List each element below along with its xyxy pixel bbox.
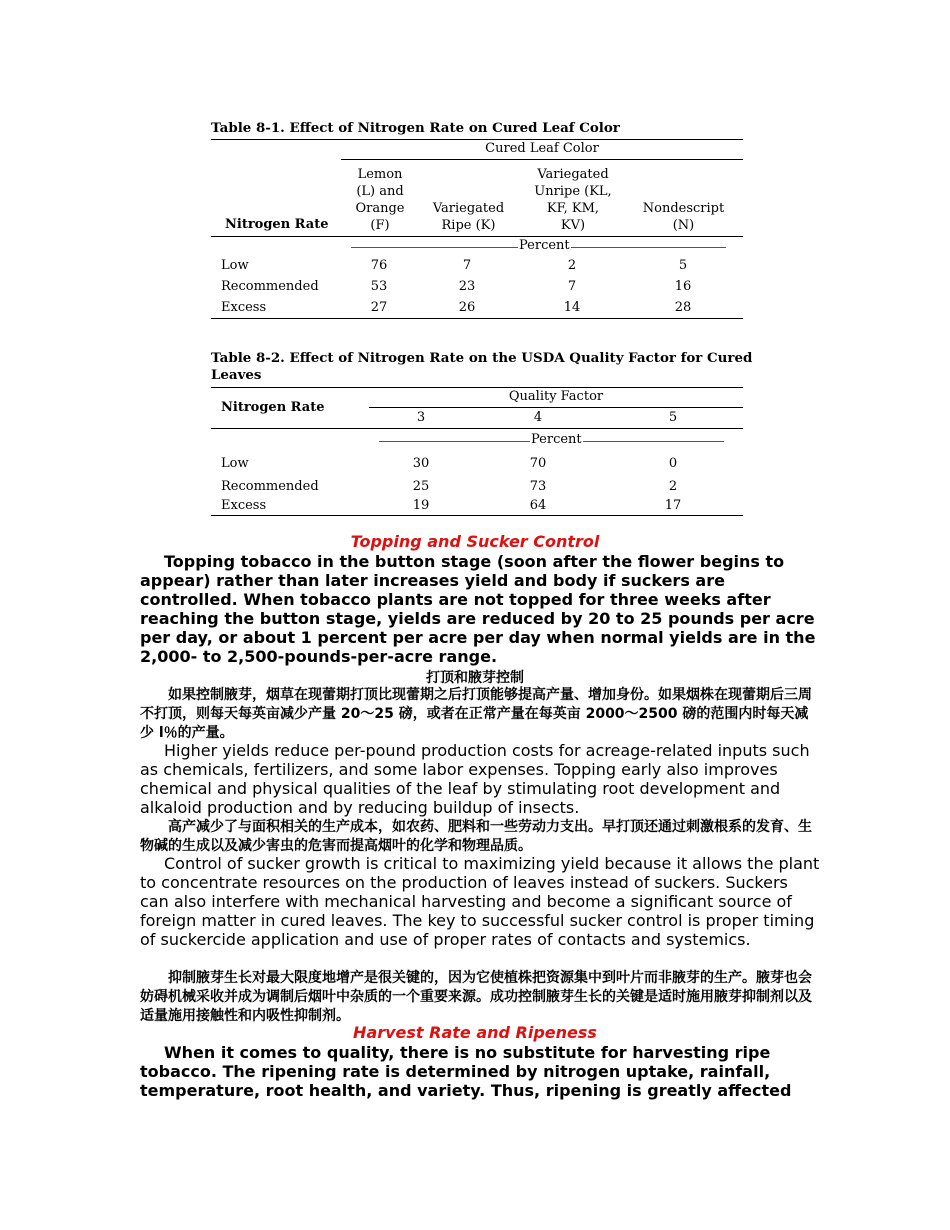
col-variegated-unripe-header: Variegated Unripe (KL, KF, KM, KV) [534, 167, 612, 233]
table-8-2-caption: Table 8-2. Effect of Nitrogen Rate on the USDA Quality Factor for Cured Leaves [211, 350, 753, 383]
zh-paragraph-1: 如果控制腋芽，烟草在现蕾期打顶比现蕾期之后打顶能够提高产量、增加身份。如果烟株在现蕾期后三周不打顶，则每天每英亩减少产量 20～25 磅，或者在正常产量在每英亩 2000～2500 磅的范围内时每天减少 l％的产量。 [140, 687, 812, 741]
paragraph-harvest-1: When it comes to quality, there is no substitute for harvesting ripe tobacco. The ripening rate is determined by nitrogen uptake, rainfall, temperature, root health, and variety. Thus, ripening is greatly affected [140, 1043, 792, 1100]
table-row: Recommended 53 23 7 16 [221, 279, 692, 294]
section-title-harvest: Harvest Rate and Ripeness [353, 1023, 597, 1042]
section-title-topping: Topping and Sucker Control [350, 532, 600, 551]
zh-section-title: 打顶和腋芽控制 [426, 670, 524, 686]
table-8-2: Table 8-2. Effect of Nitrogen Rate on the USDA Quality Factor for Cured Leaves Quality Factor Nitrogen Rate 3 4 5 Percent Low 30 70 0 Recommended 25 73 2 Excess 19 64 17 [211, 350, 743, 520]
paragraph-topping-3: Control of sucker growth is critical to maximizing yield because it allows the plant to concentrate resources on the production of leaves instead of suckers. Suckers can also interfere with mechanical harvesting and become a significant source of foreign matter in cured leaves. The key to successful sucker control is proper timing of suckercide application and use of proper rates of contacts and systemics. [140, 854, 820, 949]
group-rule [341, 159, 743, 160]
table-row: Excess 27 26 14 28 [221, 300, 692, 315]
group-header: Quality Factor [508, 389, 604, 404]
col-lemon-header: Lemon (L) and Orange (F) [355, 167, 405, 233]
table-8-1 [211, 120, 743, 320]
table-row: Low 30 70 0 [221, 456, 678, 471]
percent-label: Percent [519, 238, 570, 253]
table-bottom-rule [211, 515, 743, 516]
paragraph-topping-1: Topping tobacco in the button stage (soon after the flower begins to appear) rather than later increases yield and body if suckers are controlled. When tobacco plants are not topped for three weeks after reaching the button stage, yields are reduced by 20 to 25 pounds per acre per day, or about 1 percent per acre per day when normal yields are in the 2,000- to 2,500-pounds-per-acre range. [140, 552, 816, 666]
header-bottom-rule [211, 236, 743, 237]
col-nitrogen-rate-header: Nitrogen Rate [221, 400, 325, 415]
zh-paragraph-3: 抑制腋芽生长对最大限度地增产是很关键的，因为它使植株把资源集中到叶片而非腋芽的生产。腋芽也会妨碍机械采收并成为调制后烟叶中杂质的一个重要来源。成功控制腋芽生长的关键是适时施用腋芽抑制剂以及适量施用接触性和内吸性抑制剂。 [140, 970, 812, 1024]
group-header: Cured Leaf Color [485, 141, 599, 156]
table-top-rule [211, 387, 743, 388]
table-bottom-rule [211, 318, 743, 319]
table-row: Low 76 7 2 5 [221, 258, 688, 273]
col-variegated-ripe-header: Variegated Ripe (K) [432, 201, 505, 233]
paragraph-topping-2: Higher yields reduce per-pound production costs for acreage-related inputs such as chemicals, fertilizers, and some labor expenses. Topping early also improves chemical and physical qualities of the leaf by stimulating root development and alkaloid production and by reducing buildup of insects. [140, 741, 810, 817]
col-nondescript-header: Nondescript (N) [642, 201, 725, 233]
percent-label: Percent [531, 432, 582, 447]
col-nitrogen-rate-header: Nitrogen Rate [225, 217, 329, 232]
group-rule [369, 407, 743, 408]
table-row: Excess 19 64 17 [221, 498, 682, 513]
header-bottom-rule [211, 428, 743, 429]
table-row: Recommended 25 73 2 [221, 479, 678, 494]
table-top-rule [211, 139, 743, 140]
zh-paragraph-2: 高产减少了与面积相关的生产成本，如农药、肥料和一些劳动力支出。早打顶还通过刺激根系的发育、生物碱的生成以及减少害虫的危害而提高烟叶的化学和物理品质。 [140, 819, 812, 854]
table-8-1-caption: Table 8-1. Effect of Nitrogen Rate on Cured Leaf Color [211, 120, 620, 136]
